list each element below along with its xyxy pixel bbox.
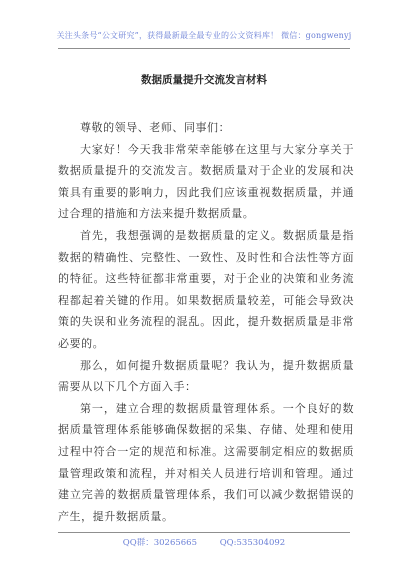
paragraph: 那么，如何提升数据质量呢？我认为，提升数据质量需要从以下几个方面入手： bbox=[58, 358, 354, 394]
footer-divider bbox=[58, 532, 350, 533]
document-title: 数据质量提升交流发言材料 bbox=[141, 74, 267, 86]
qq-group-text: QQ群：30265665 bbox=[122, 538, 197, 548]
footer-note bbox=[0, 536, 408, 548]
document-body bbox=[58, 117, 354, 527]
paragraph: 大家好！今天我非常荣幸能够在这里与大家分享关于数据质量提升的交流发言。数据质量对于企业的发展和决策具有重要的影响力，因此我们应该重视数据质量，并通过合理的措施和方法来提升数据质量。 bbox=[58, 142, 354, 221]
header-divider bbox=[58, 48, 350, 49]
paragraph: 首先，我想强调的是数据质量的定义。数据质量是指数据的精确性、完整性、一致性、及时性和合法性等方面的特征。这些特征都非常重要，对于企业的决策和业务流程都起着关键的作用。如果数据质量较差，可能会导致决策的失误和业务流程的混乱。因此，提升数据质量是非常必要的。 bbox=[58, 228, 354, 350]
qq-contact-text: QQ:535304092 bbox=[219, 538, 286, 548]
header-note: 关注头条号“公文研究”，获得最新最全最专业的公文资料库！ 微信：gongwenyj bbox=[56, 31, 352, 40]
salutation: 尊敬的领导、老师、同事们： bbox=[80, 121, 231, 134]
paragraph: 第一，建立合理的数据质量管理体系。一个良好的数据质量管理体系能够确保数据的采集、存储、处理和使用过程中符合一定的规范和标准。这需要制定相应的数据质量管理政策和流程，并对相关人员进行培训和管理。通过建立完善的数据质量管理体系，我们可以减少数据错误的产生，提升数据质量。 bbox=[58, 401, 354, 523]
